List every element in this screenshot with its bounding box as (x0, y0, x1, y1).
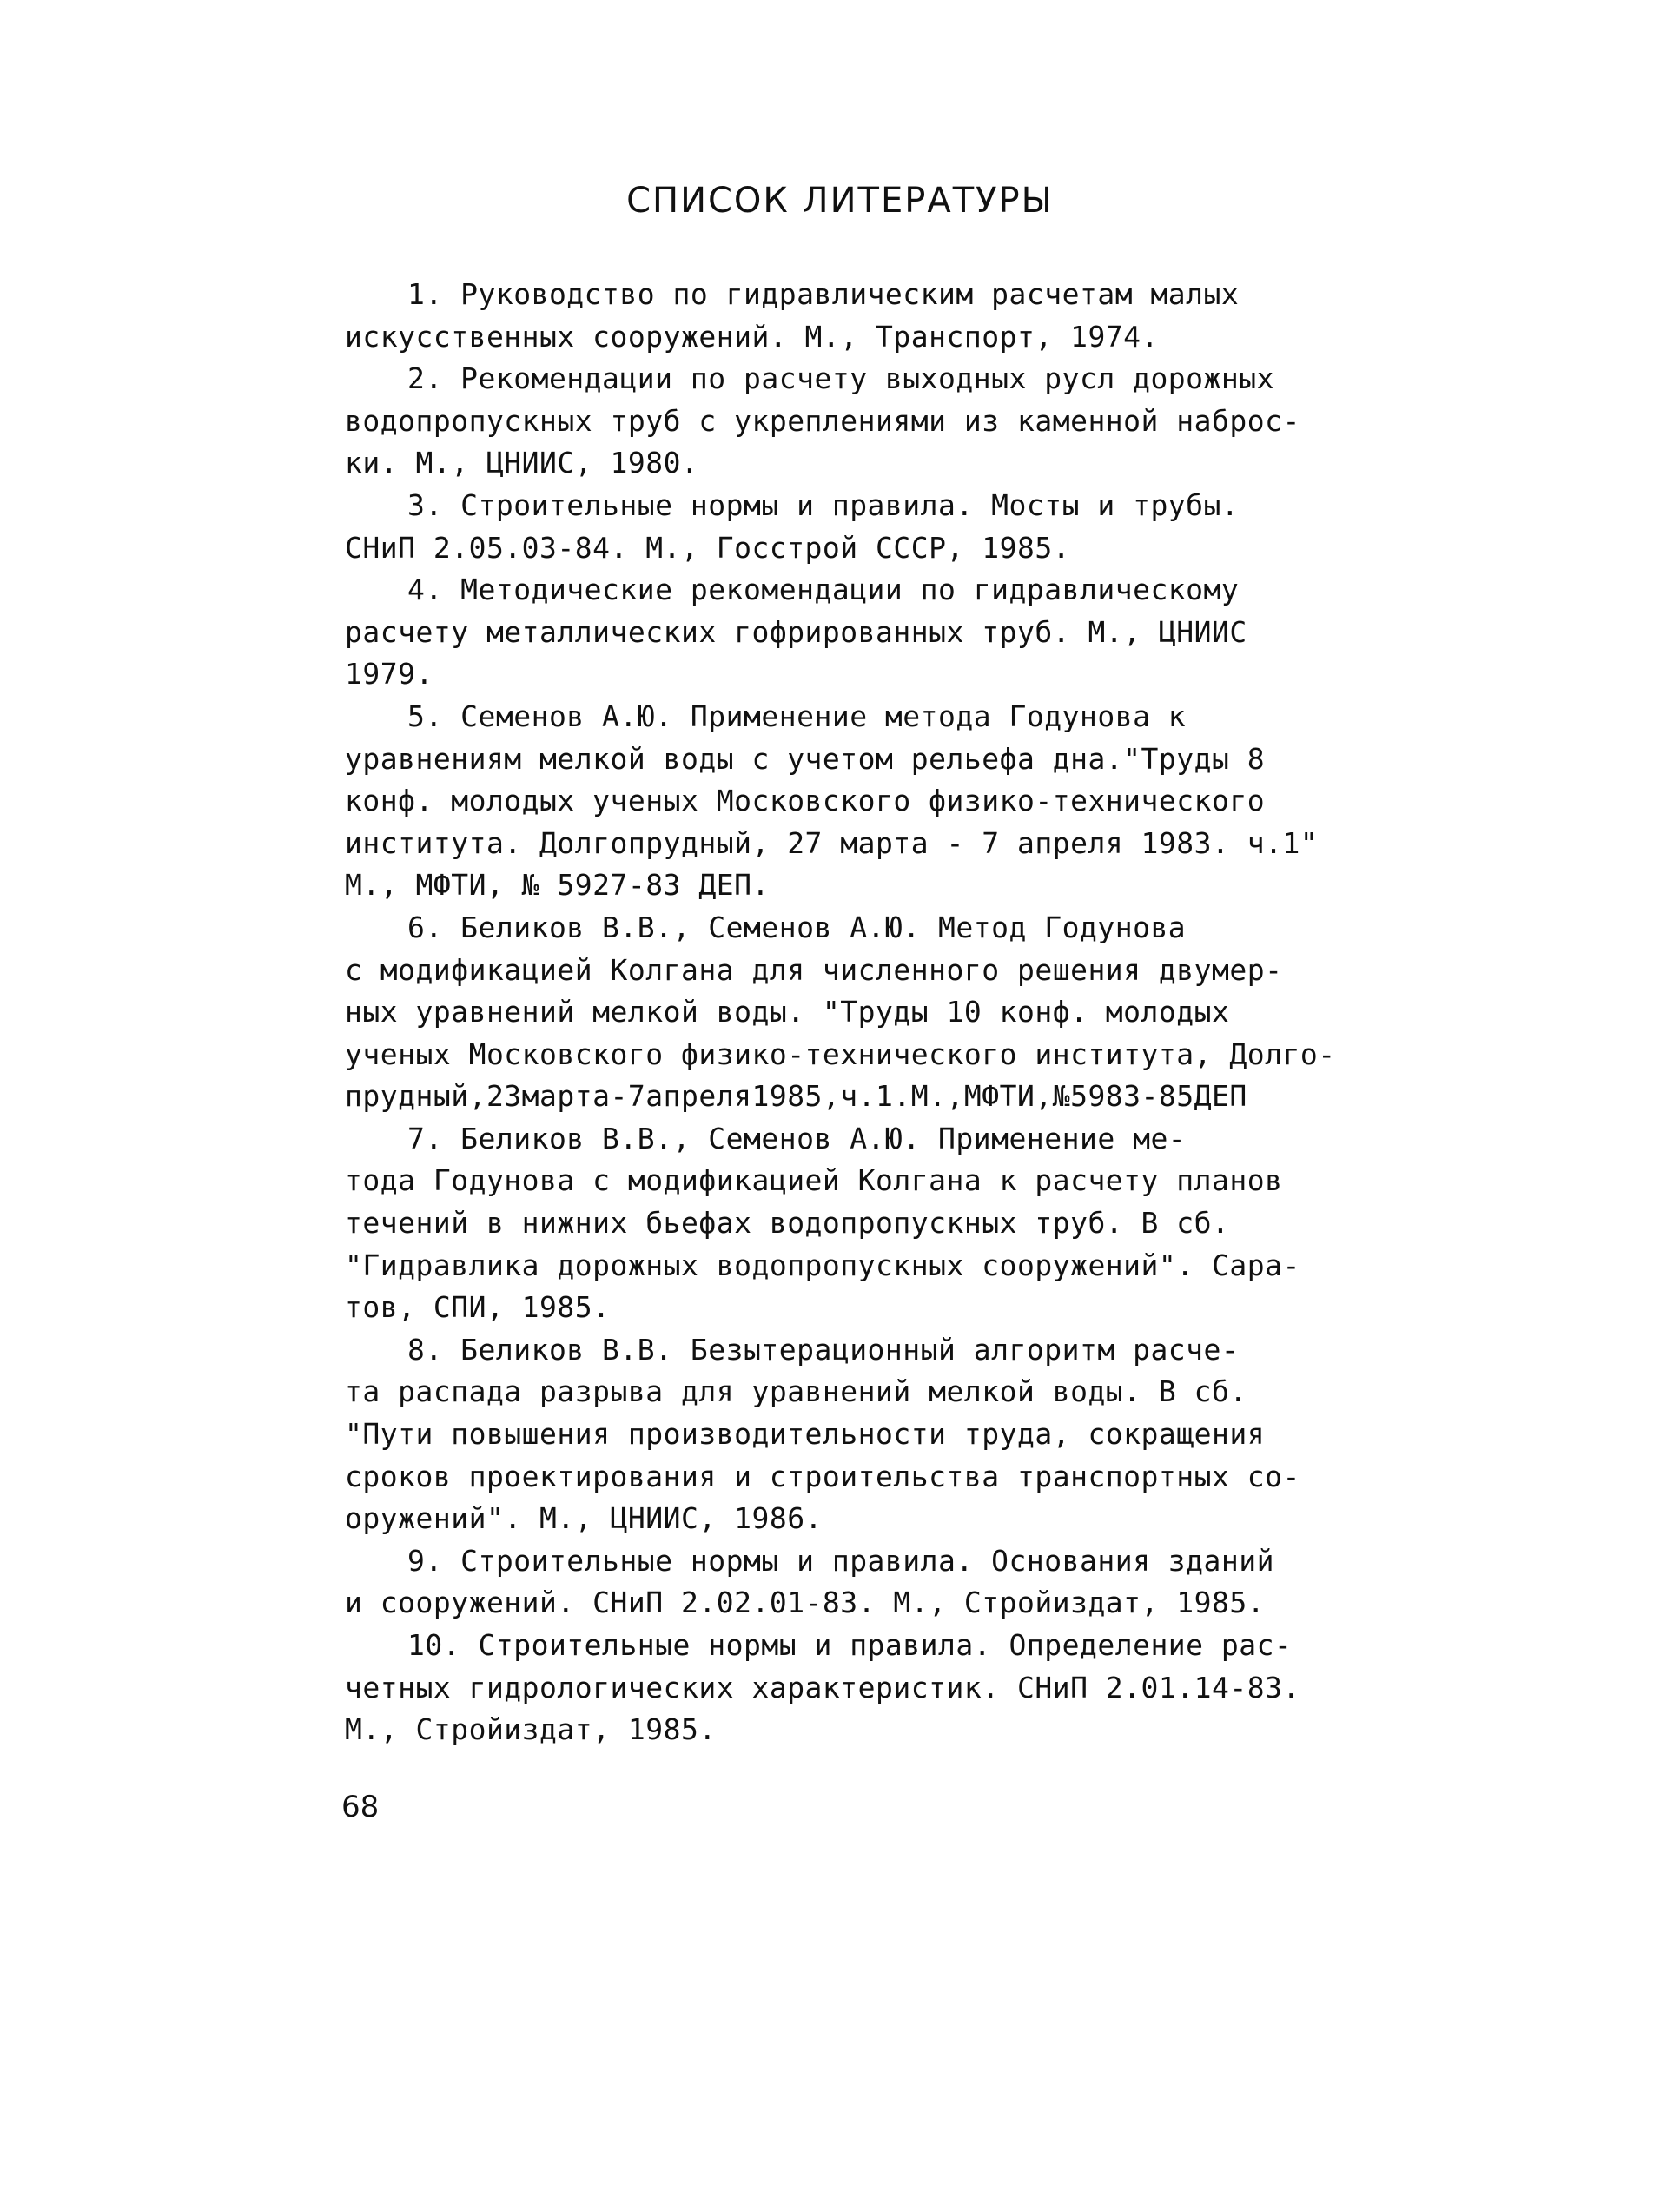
reference-line: 2. Рекомендации по расчету выходных русл дорожных (407, 361, 1275, 396)
reference-line: тов, СПИ, 1985. (345, 1290, 611, 1325)
reference-line: 1979. (345, 657, 433, 692)
reference-line: 10. Строительные нормы и правила. Определение рас- (407, 1628, 1293, 1662)
reference-item-3 (345, 485, 1474, 569)
reference-item-6 (345, 907, 1474, 1118)
reference-item-4 (345, 569, 1474, 696)
reference-line: четных гидрологических характеристик. СНиП 2.01.14-83. (345, 1670, 1300, 1705)
reference-line: 7. Беликов В.В., Семенов А.Ю. Применение ме- (407, 1121, 1187, 1155)
reference-item-8 (345, 1329, 1474, 1540)
reference-line: ки. М., ЦНИИС, 1980. (345, 446, 699, 480)
reference-line: "Пути повышения производительности труда, сокращения (345, 1417, 1266, 1452)
reference-line: 8. Беликов В.В. Безытерационный алгоритм расче- (407, 1332, 1240, 1367)
reference-item-10 (345, 1625, 1474, 1751)
reference-item-9 (345, 1540, 1474, 1625)
reference-line: ных уравнений мелкой воды. "Труды 10 конф. молодых (345, 995, 1230, 1029)
reference-line: 4. Методические рекомендации по гидравлическому (407, 573, 1240, 607)
reference-line: сроков проектирования и строительства транспортных со- (345, 1459, 1300, 1493)
reference-line: водопропускных труб с укреплениями из каменной наброс- (345, 403, 1300, 438)
reference-line: 1. Руководство по гидравлическим расчетам малых (407, 277, 1240, 311)
reference-line: оружений". М., ЦНИИС, 1986. (345, 1501, 823, 1536)
reference-line: СНиП 2.05.03-84. М., Госстрой СССР, 1985. (345, 530, 1071, 565)
reference-line: с модификацией Колгана для численного решения двумер- (345, 952, 1283, 987)
reference-line: прудный,23марта-7апреля1985,ч.1.М.,МФТИ,№5983-85ДЕП (345, 1079, 1247, 1114)
reference-line: та распада разрыва для уравнений мелкой воды. В сб. (345, 1374, 1247, 1409)
reference-line: 9. Строительные нормы и правила. Основания зданий (407, 1543, 1275, 1578)
reference-item-2 (345, 358, 1474, 485)
reference-line: 6. Беликов В.В., Семенов А.Ю. Метод Годунова (407, 910, 1187, 944)
reference-list (345, 274, 1474, 1751)
reference-line: ученых Московского физико-технического института, Долго- (345, 1036, 1336, 1071)
reference-item-1 (345, 274, 1474, 358)
page-title: СПИСОК ЛИТЕРАТУРЫ (626, 181, 1054, 221)
reference-line: конф. молодых ученых Московского физико-технического (345, 784, 1266, 818)
reference-line: М., МФТИ, № 5927-83 ДЕП. (345, 868, 770, 903)
reference-line: течений в нижних бьефах водопропускных труб. В сб. (345, 1206, 1230, 1241)
reference-line: тода Годунова с модификацией Колгана к расчету планов (345, 1163, 1283, 1198)
reference-item-5 (345, 696, 1474, 907)
reference-line: и сооружений. СНиП 2.02.01-83. М., Стройиздат, 1985. (345, 1586, 1266, 1620)
reference-line: института. Долгопрудный, 27 марта - 7 апреля 1983. ч.1" (345, 825, 1319, 860)
reference-line: искусственных сооружений. М., Транспорт, 1974. (345, 319, 1159, 354)
reference-line: М., Стройиздат, 1985. (345, 1712, 717, 1747)
reference-line: уравнениям мелкой воды с учетом рельефа дна."Труды 8 (345, 741, 1266, 776)
reference-line: 5. Семенов А.Ю. Применение метода Годунова к (407, 698, 1187, 733)
reference-line: расчету металлических гофрированных труб. М., ЦНИИС (345, 614, 1247, 649)
page-number: 68 (341, 1790, 380, 1824)
reference-item-7 (345, 1118, 1474, 1329)
reference-line: 3. Строительные нормы и правила. Мосты и трубы. (407, 487, 1240, 522)
reference-line: "Гидравлика дорожных водопропускных сооружений". Сара- (345, 1248, 1300, 1282)
